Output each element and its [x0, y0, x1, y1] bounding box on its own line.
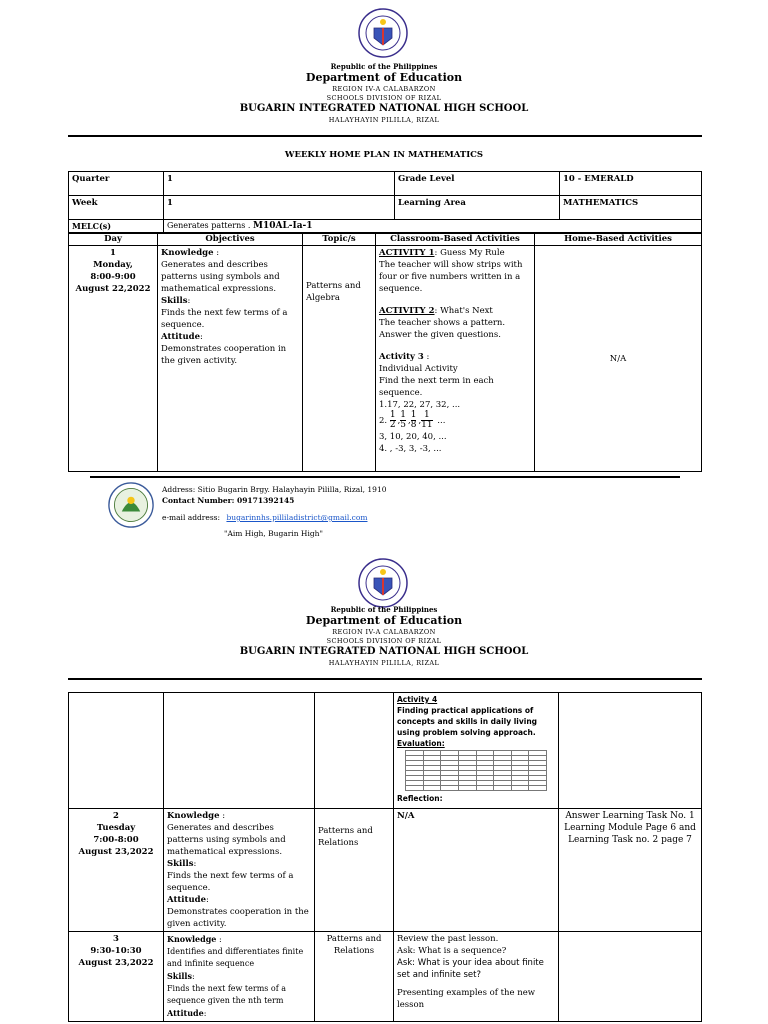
info-table: [68, 171, 702, 233]
sequence-2: 2. $\frac{1}{2}$ , $\frac{1}{5}$ , $\frac{1}{8}$ , $\frac{1}{11}$ ...: [379, 410, 446, 430]
activity1-label: ACTIVITY 1: [379, 248, 435, 258]
fraction: [390, 411, 396, 430]
footer-contact: Contact Number: 09171392145: [162, 496, 295, 505]
melc-code: M10AL-Ia-1: [252, 221, 313, 231]
area-label: Learning Area: [395, 196, 560, 220]
fraction: [421, 411, 432, 430]
day1-cell: [69, 246, 158, 472]
activity2-text: The teacher shows a pattern. Answer the given questions.: [379, 318, 506, 340]
fraction-num: 1: [410, 410, 417, 420]
fraction-den: 11: [421, 420, 433, 430]
attitude-label: Attitude: [167, 895, 206, 905]
skills-label: Skills: [167, 971, 192, 981]
sequence-3: 3, 10, 20, 40, ...: [379, 432, 447, 442]
col-home: Home-Based Activities: [535, 234, 702, 246]
fraction: [400, 411, 406, 430]
skills-text: Finds the next few terms of a sequence.: [161, 308, 288, 330]
fraction-den: 8: [410, 420, 417, 430]
fraction-num: 1: [389, 410, 396, 420]
day1-objectives: Knowledge : Generates and describes patterns using symbols and mathematical expressions. Skills: Finds the next few terms of a sequence. Attitude: Demonstrates cooperation in the given activity.: [158, 246, 303, 472]
school-name: BUGARIN INTEGRATED NATIONAL HIGH SCHOOL: [239, 103, 529, 114]
day1-topic: Patterns and Algebra: [303, 246, 376, 472]
evaluation-table-wrap: [397, 749, 555, 793]
sequence-1: 1.17, 22, 27, 32, ...: [379, 400, 461, 410]
day1-date: August 22,2022: [75, 284, 151, 294]
evaluation-table: [405, 750, 547, 791]
activity3-sub: Individual Activity: [379, 364, 458, 374]
day3-ask-sequence: Ask: What is a sequence?: [397, 946, 507, 956]
knowledge-text: Identifies and differentiates finite and infinite sequence: [167, 947, 304, 968]
empty-day-cell: [69, 693, 164, 809]
day3-cell: [69, 932, 164, 1022]
plan-title: WEEKLY HOME PLAN IN MATHEMATICS: [284, 150, 484, 160]
day3-topic: Patterns and Relations: [315, 932, 394, 1022]
attitude-text: Demonstrates cooperation in the given activity.: [167, 907, 309, 929]
col-day: Day: [69, 234, 158, 246]
footer-email-label: e-mail address:: [162, 513, 221, 522]
fraction-den: 5: [400, 420, 406, 430]
fraction-num: 1: [421, 411, 432, 421]
location-text: HALAYHAYIN PILILLA, RIZAL: [328, 116, 440, 124]
activity4-cell: [394, 693, 559, 809]
reflection-label: Reflection:: [397, 794, 443, 803]
day3-time: 9:30-10:30: [90, 946, 142, 956]
attitude-label: Attitude: [167, 1008, 204, 1018]
empty-objectives-cell: [164, 693, 315, 809]
day2-objectives: Knowledge : Generates and describes patterns using symbols and mathematical expressions. Skills: Finds the next few terms of a sequence. Attitude: Demonstrates cooperation in the given activity.: [164, 809, 315, 932]
activity3-colon: :: [423, 352, 430, 362]
activity2-title: : What's Next: [434, 306, 493, 316]
skills-text: Finds the next few terms of a sequence given the nth term: [167, 984, 287, 1005]
day3-date: August 23,2022: [78, 958, 154, 968]
skills-label: Skills: [167, 859, 194, 869]
school-seal-icon: [108, 482, 154, 528]
eval-cell: [494, 786, 512, 791]
division-text: SCHOOLS DIVISION OF RIZAL: [326, 94, 442, 102]
footer-motto: "Aim High, Bugarin High": [224, 529, 323, 538]
department-text: Department of Education: [305, 71, 463, 84]
deped-seal-icon: [358, 558, 408, 608]
skills-text: Finds the next few terms of a sequence.: [167, 871, 294, 893]
day1-day: Monday,: [93, 260, 133, 270]
day2-time: 7:00-8:00: [93, 835, 139, 845]
day3-ask-sets: Ask: What is your idea about finite set and infinite set?: [397, 958, 544, 980]
activity1-title: : Guess My Rule: [434, 248, 505, 258]
day1-time: 8:00-9:00: [90, 272, 136, 282]
plan-table-2: [68, 692, 702, 1022]
knowledge-label: Knowledge: [161, 248, 214, 258]
area-value: MATHEMATICS: [560, 196, 702, 220]
fraction-den: 2: [389, 420, 396, 430]
division-text: SCHOOLS DIVISION OF RIZAL: [326, 637, 442, 645]
plan-table-1: [68, 233, 702, 472]
col-classroom: Classroom-Based Activities: [376, 234, 535, 246]
sequence-2-suffix: ...: [437, 416, 446, 426]
week-label: Week: [69, 196, 164, 220]
day3-num: 3: [113, 934, 119, 944]
day2-date: August 23,2022: [78, 847, 154, 857]
melc-text: Generates patterns .: [167, 221, 251, 230]
header-divider: [68, 135, 702, 137]
republic-text: Republic of the Philippines: [330, 605, 438, 614]
day3-classroom: [394, 932, 559, 1022]
fraction: [411, 411, 417, 430]
empty-topic-cell: [315, 693, 394, 809]
deped-seal-icon: [358, 8, 408, 58]
eval-cell: [529, 786, 547, 791]
republic-text: Republic of the Philippines: [330, 62, 438, 71]
melc-value: [164, 220, 702, 233]
quarter-label: Quarter: [69, 172, 164, 196]
sequence-2-prefix: 2.: [379, 416, 388, 426]
activity3-text: Find the next term in each sequence.: [379, 376, 494, 398]
header-divider: [68, 678, 702, 680]
knowledge-text: Generates and describes patterns using symbols and mathematical expressions.: [167, 823, 286, 857]
activity3-label: Activity 3: [379, 352, 424, 362]
activity1-text: The teacher will show strips with four or five numbers written in a sequence.: [379, 260, 523, 294]
footer-email-row: [162, 513, 368, 522]
knowledge-label: Knowledge: [167, 934, 217, 944]
evaluation-label: Evaluation:: [397, 739, 445, 748]
eval-cell: [476, 786, 494, 791]
grade-label: Grade Level: [395, 172, 560, 196]
activity4-label: Activity 4: [397, 695, 438, 704]
location-text: HALAYHAYIN PILILLA, RIZAL: [328, 659, 440, 667]
fraction-num: 1: [400, 410, 406, 420]
day2-cell: [69, 809, 164, 932]
week-value: 1: [164, 196, 395, 220]
col-objectives: Objectives: [158, 234, 303, 246]
grade-value: 10 - EMERALD: [560, 172, 702, 196]
col-topics: Topic/s: [303, 234, 376, 246]
activity2-label: ACTIVITY 2: [379, 306, 435, 316]
day2-topic: Patterns and Relations: [315, 809, 394, 932]
department-text: Department of Education: [305, 614, 463, 627]
footer-address: Address: Sitio Bugarin Brgy. Halayhayin Pililla, Rizal, 1910: [162, 485, 387, 494]
eval-cell: [441, 786, 459, 791]
day3-home: [559, 932, 702, 1022]
sequence-4: 4. , -3, 3, -3, ...: [379, 444, 442, 454]
region-text: REGION IV-A CALABARZON: [332, 628, 436, 636]
activity4-text: Finding practical applications of concepts and skills in daily living using problem solving approach.: [397, 706, 538, 737]
knowledge-text: Generates and describes patterns using symbols and mathematical expressions.: [161, 260, 280, 294]
region-text: REGION IV-A CALABARZON: [332, 85, 436, 93]
day2-num: 2: [113, 811, 119, 821]
eval-cell: [423, 786, 441, 791]
attitude-text: Demonstrates cooperation in the given activity.: [161, 344, 287, 366]
footer-email-link[interactable]: bugarinnhs.pilliladistrict@gmail.com: [226, 513, 368, 522]
eval-cell: [406, 786, 424, 791]
day1-home: N/A: [535, 246, 702, 472]
skills-label: Skills: [161, 296, 188, 306]
day3-objectives: Knowledge : Identifies and differentiates finite and infinite sequence Skills: Finds the next few terms of a sequence given the nth term Attitude:: [164, 932, 315, 1022]
knowledge-label: Knowledge: [167, 811, 220, 821]
eval-cell: [511, 786, 529, 791]
quarter-value: 1: [164, 172, 395, 196]
school-name: BUGARIN INTEGRATED NATIONAL HIGH SCHOOL: [239, 646, 529, 657]
melc-label: MELC(s): [69, 220, 164, 233]
eval-cell: [458, 786, 476, 791]
day3-presenting: Presenting examples of the new lesson: [397, 988, 536, 1010]
day2-home: Answer Learning Task No. 1 Learning Module Page 6 and Learning Task no. 2 page 7: [559, 809, 702, 932]
day3-review: Review the past lesson.: [397, 934, 499, 944]
day2-classroom: N/A: [394, 809, 559, 932]
day1-classroom: [376, 246, 535, 472]
day2-day: Tuesday: [96, 823, 136, 833]
day1-num: 1: [110, 248, 116, 258]
empty-home-cell: [559, 693, 702, 809]
attitude-label: Attitude: [161, 332, 200, 342]
footer-divider: [90, 476, 680, 478]
